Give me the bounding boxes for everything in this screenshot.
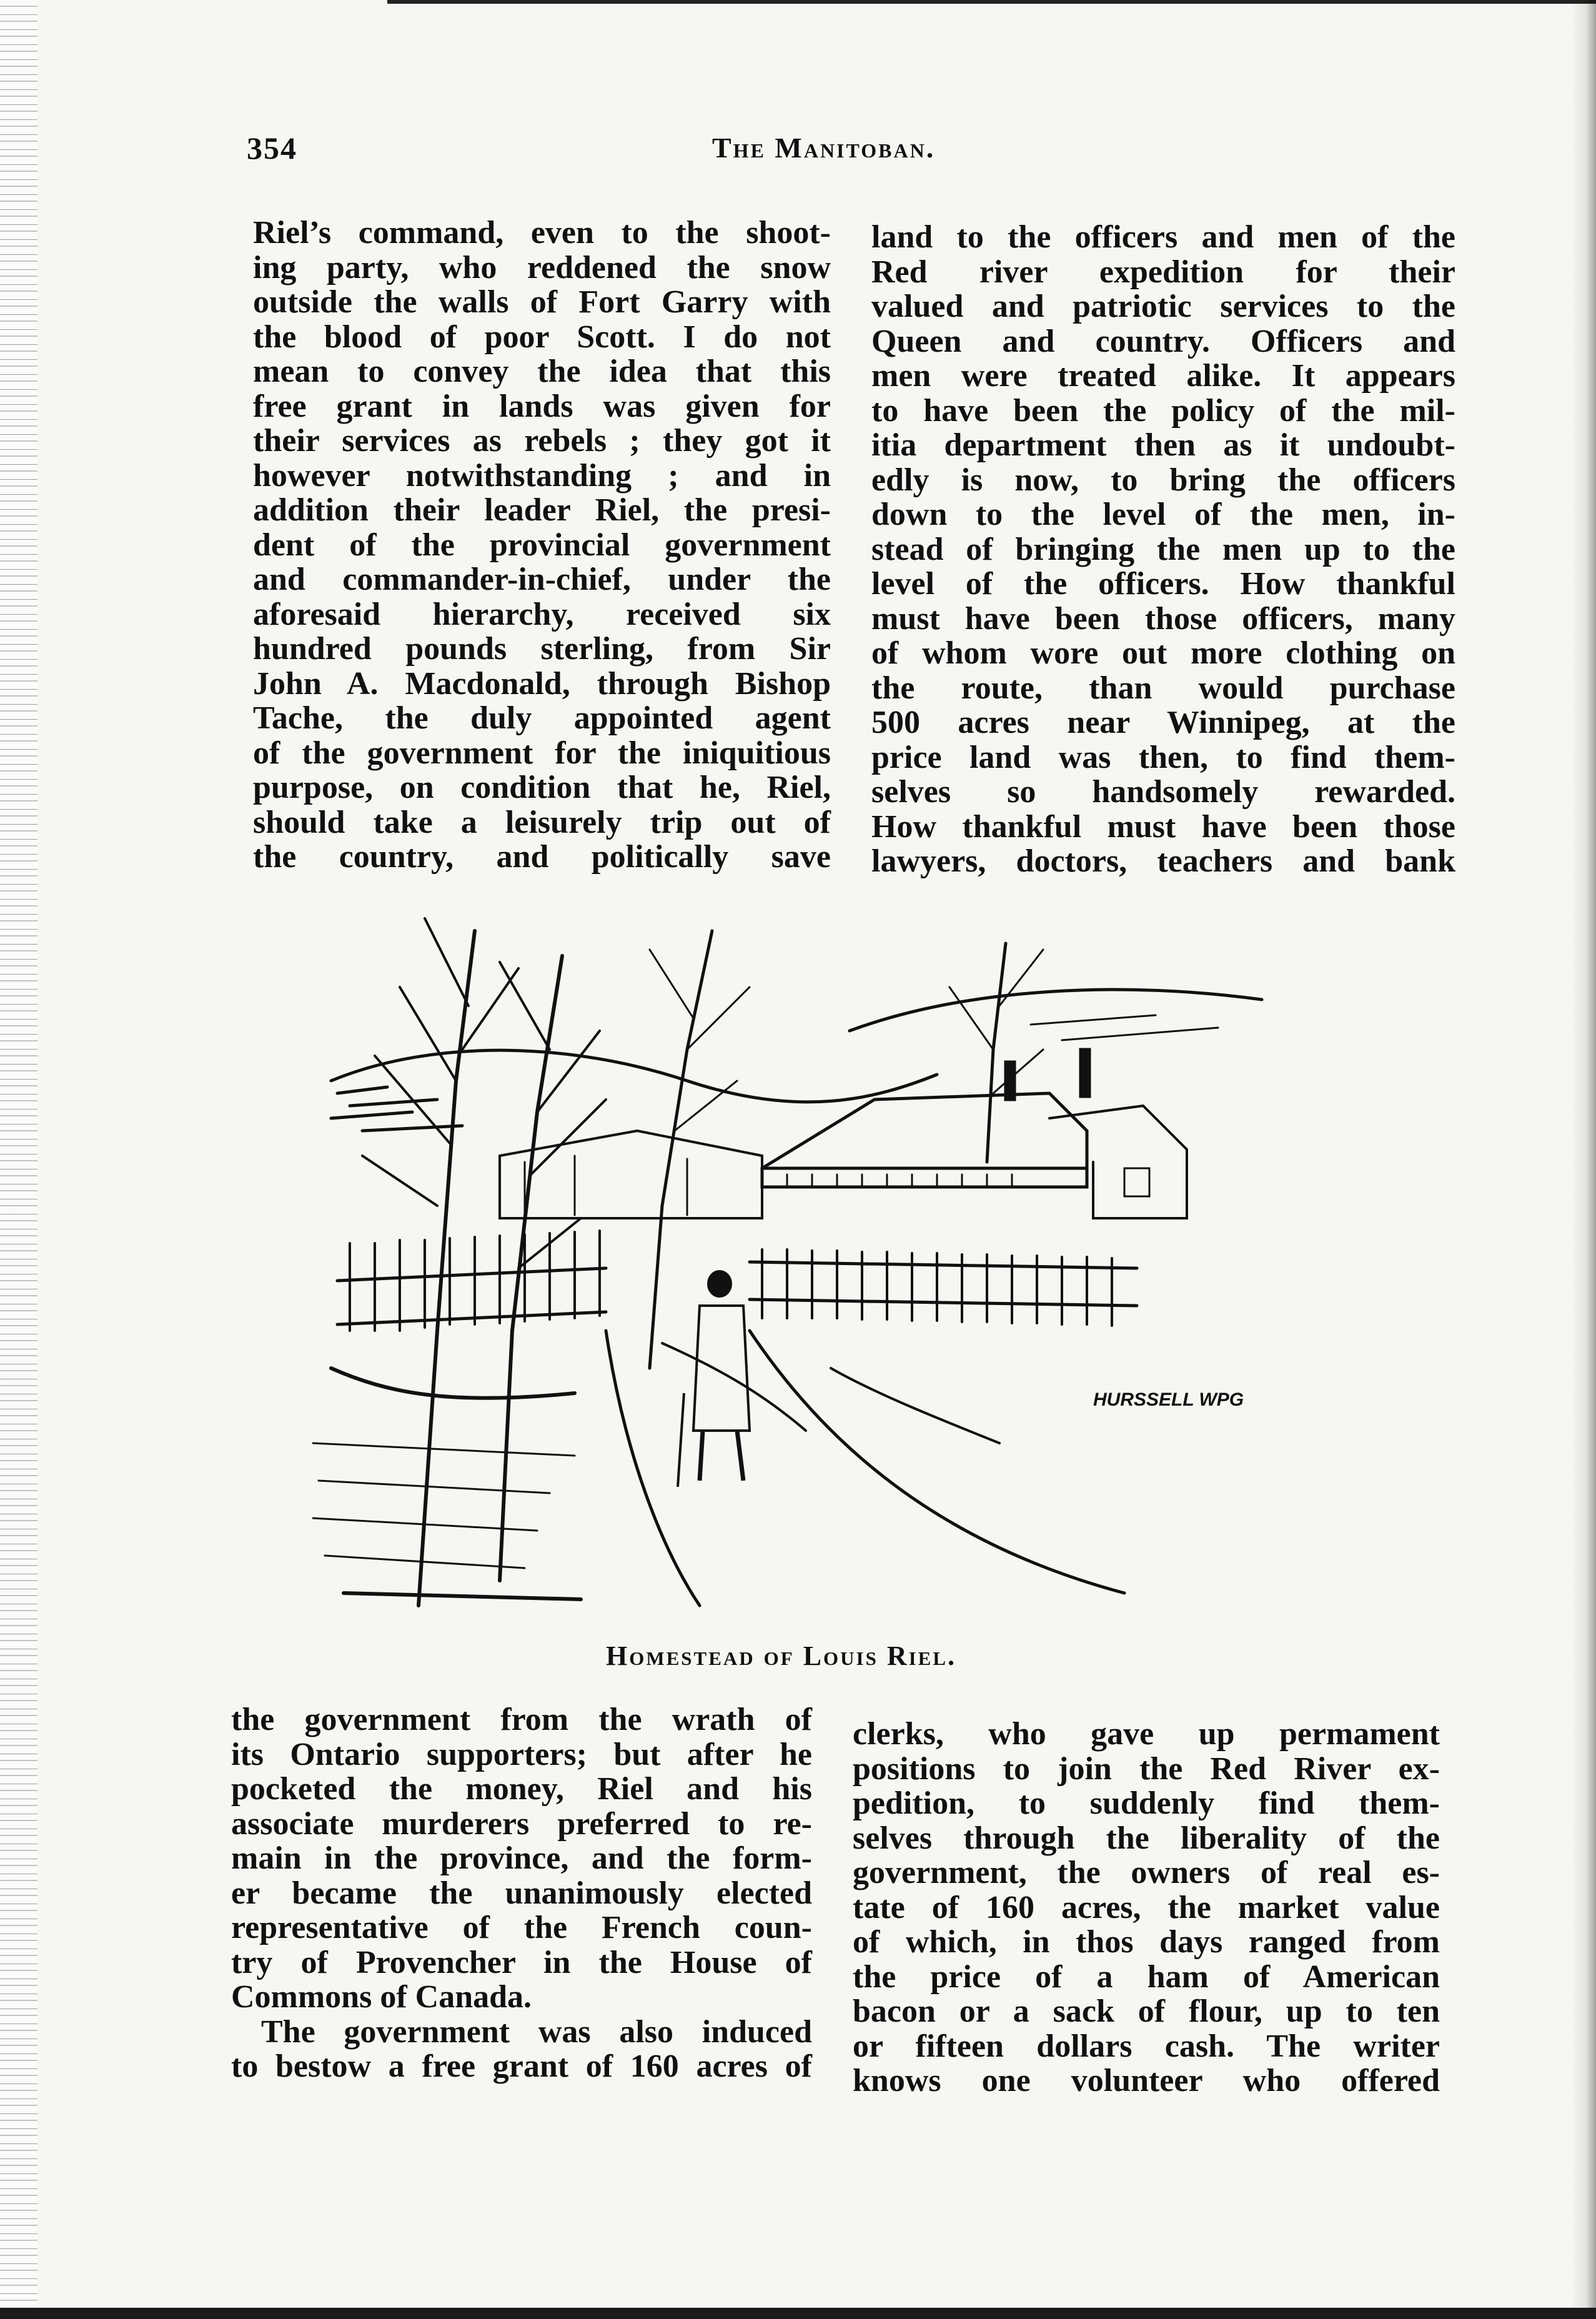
text-line: itia department then as it undoubt- <box>871 427 1455 463</box>
text-line: clerks, who gave up permament <box>853 1716 1440 1752</box>
text-line: of which, in thos days ranged from <box>853 1924 1440 1960</box>
text-line: How thankful must have been those <box>871 808 1455 845</box>
text-line: valued and patriotic services to the <box>871 289 1455 324</box>
text-line: main in the province, and the form- <box>231 1840 812 1876</box>
text-line: free grant in lands was given for <box>253 388 831 424</box>
artist-signature: HURSSELL WPG <box>1093 1389 1244 1410</box>
text-line: Tache, the duly appointed agent <box>253 700 831 736</box>
text-line: dent of the provincial government <box>253 527 831 563</box>
text-line: er became the unanimously elected <box>231 1875 812 1911</box>
page-number: 354 <box>247 131 297 166</box>
text-line: men were treated alike. It appears <box>871 358 1455 394</box>
text-line: however notwithstanding ; and in <box>253 457 831 494</box>
text-line: Commons of Canada. <box>231 1979 532 2015</box>
text-line: Queen and country. Officers and <box>871 323 1455 359</box>
text-line: level of the officers. How thankful <box>871 566 1455 602</box>
column-bottom-right <box>853 1717 1440 2098</box>
column-top-right <box>871 220 1455 879</box>
text-line: John A. Macdonald, through Bishop <box>253 665 831 702</box>
text-line: to have been the policy of the mil- <box>871 392 1455 429</box>
text-line: price land was then, to find them- <box>871 739 1455 775</box>
text-line: to bestow a free grant of 160 acres of <box>231 2048 812 2084</box>
text-line: the country, and politically save <box>253 839 831 875</box>
homestead-illustration <box>312 893 1299 1612</box>
text-line: addition their leader Riel, the presi- <box>253 492 831 528</box>
scan-edge-bottom <box>0 2308 1596 2319</box>
text-line: government, the owners of real es- <box>853 1855 1440 1890</box>
text-line: Red river expedition for their <box>871 254 1455 290</box>
text-line: of whom wore out more clothing on <box>871 635 1455 671</box>
text-line: land to the officers and men of the <box>871 219 1455 255</box>
text-line: of the government for the iniquitious <box>253 735 831 771</box>
text-line: their services as rebels ; they got it <box>253 423 831 459</box>
text-line: the price of a ham of American <box>853 1959 1440 1995</box>
text-line: associate murderers preferred to re- <box>231 1805 812 1842</box>
text-line: purpose, on condition that he, Riel, <box>253 770 831 805</box>
text-line: pedition, to suddenly find them- <box>853 1785 1440 1821</box>
text-line: The government was also induced <box>261 2014 812 2050</box>
text-line: hundred pounds sterling, from Sir <box>253 631 831 667</box>
text-line: positions to join the Red River ex- <box>853 1750 1440 1787</box>
text-line: knows one volunteer who offered <box>853 2063 1440 2098</box>
text-line: stead of bringing the men up to the <box>871 531 1455 567</box>
text-line: the blood of poor Scott. I do not <box>253 319 831 355</box>
text-line: Riel’s command, even to the shoot- <box>253 215 831 251</box>
text-line: edly is now, to bring the officers <box>871 462 1455 498</box>
text-line: aforesaid hierarchy, received six <box>253 596 831 632</box>
text-line: must have been those officers, many <box>871 600 1455 637</box>
scan-margin-left <box>0 0 37 2319</box>
text-line: should take a leisurely trip out of <box>253 804 831 840</box>
illustration-caption: Homestead of Louis Riel. <box>606 1641 957 1671</box>
text-line: 500 acres near Winnipeg, at the <box>871 705 1455 740</box>
scan-margin-right <box>1571 0 1596 2319</box>
text-line: tate of 160 acres, the market value <box>853 1889 1440 1925</box>
running-head: The Manitoban. <box>712 132 936 164</box>
text-line: and commander-in-chief, under the <box>253 562 831 597</box>
text-line: ing party, who reddened the snow <box>253 249 831 286</box>
text-line: outside the walls of Fort Garry with <box>253 284 831 320</box>
text-line: its Ontario supporters; but after he <box>231 1736 812 1772</box>
column-top-left <box>253 216 831 875</box>
page-header <box>247 130 1452 174</box>
text-line: try of Provencher in the House of <box>231 1944 812 1980</box>
text-line: bacon or a sack of flour, up to ten <box>853 1994 1440 2029</box>
text-line: representative of the French coun- <box>231 1910 812 1945</box>
text-line: pocketed the money, Riel and his <box>231 1771 812 1807</box>
text-line: down to the level of the men, in- <box>871 497 1455 532</box>
text-line: selves through the liberality of the <box>853 1820 1440 1856</box>
text-line: the route, than would purchase <box>871 670 1455 706</box>
scan-edge-top <box>387 0 1596 4</box>
text-line: selves so handsomely rewarded. <box>871 774 1455 810</box>
text-line: or fifteen dollars cash. The writer <box>853 2028 1440 2064</box>
column-bottom-left <box>231 1702 812 2084</box>
text-line: lawyers, doctors, teachers and bank <box>871 843 1455 879</box>
text-line: mean to convey the idea that this <box>253 354 831 389</box>
text-line: the government from the wrath of <box>231 1702 812 1737</box>
